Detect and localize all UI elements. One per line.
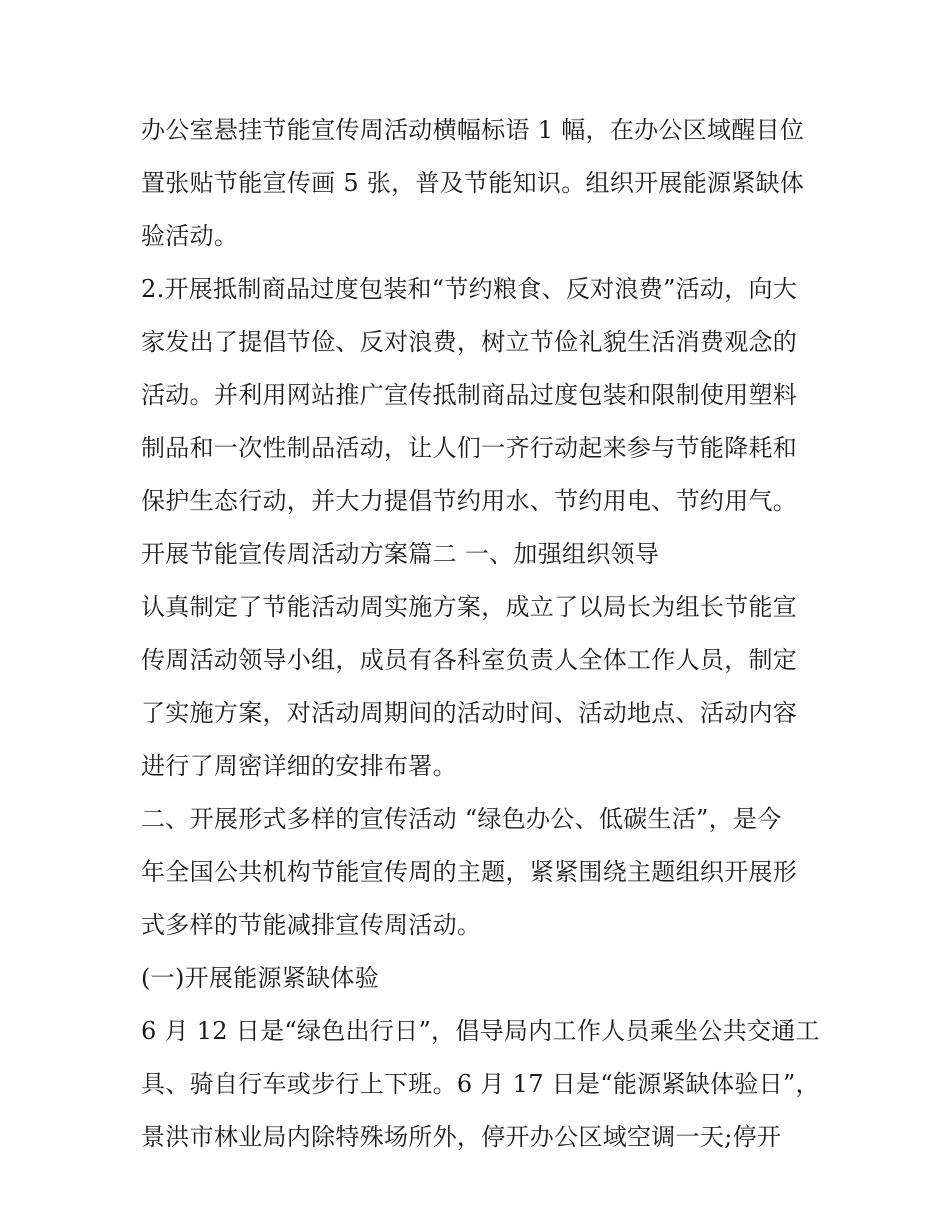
- text-line: 式多样的节能减排宣传周活动。: [141, 911, 482, 939]
- text-line: 进行了周密详细的安排布署。: [141, 752, 457, 780]
- text-line: 制品和一次性制品活动，让人们一齐行动起来参与节能降耗和: [141, 434, 798, 462]
- text-line: 了实施方案，对活动周期间的活动时间、活动地点、活动内容: [141, 699, 798, 727]
- text-line: 传周活动领导小组，成员有各科室负责人全体工作人员，制定: [141, 646, 798, 674]
- text-line: 6 月 12 日是“绿色出行日”，倡导局内工作人员乘坐公共交通工: [141, 1017, 820, 1045]
- text-line: 景洪市林业局内除特殊场所外，停开办公区域空调一天;停开: [141, 1123, 782, 1151]
- text-line: 验活动。: [141, 222, 239, 250]
- text-line: 保护生态行动，并大力提倡节约用水、节约用电、节约用气。: [141, 487, 798, 515]
- text-line: 办公室悬挂节能宣传周活动横幅标语 1 幅，在办公区域醒目位: [141, 116, 805, 144]
- section-heading: 开展节能宣传周活动方案篇二 一、加强组织领导: [141, 540, 660, 568]
- text-line: 置张贴节能宣传画 5 张，普及节能知识。组织开展能源紧缺体: [141, 169, 805, 197]
- text-line: 家发出了提倡节俭、反对浪费，树立节俭礼貌生活消费观念的: [141, 328, 798, 356]
- text-line: 年全国公共机构节能宣传周的主题，紧紧围绕主题组织开展形: [141, 858, 798, 886]
- text-line: 2.开展抵制商品过度包装和“节约粮食、反对浪费”活动，向大: [141, 275, 798, 303]
- text-line: 认真制定了节能活动周实施方案，成立了以局长为组长节能宣: [141, 593, 798, 621]
- subsection-heading: (一)开展能源紧缺体验: [141, 964, 380, 992]
- document-body: [141, 112, 821, 1172]
- text-line: 具、骑自行车或步行上下班。6 月 17 日是“能源紧缺体验日”，: [141, 1070, 820, 1098]
- text-line: 二、开展形式多样的宣传活动 “绿色办公、低碳生活”，是今: [141, 805, 782, 833]
- text-line: 活动。并利用网站推广宣传抵制商品过度包装和限制使用塑料: [141, 381, 798, 409]
